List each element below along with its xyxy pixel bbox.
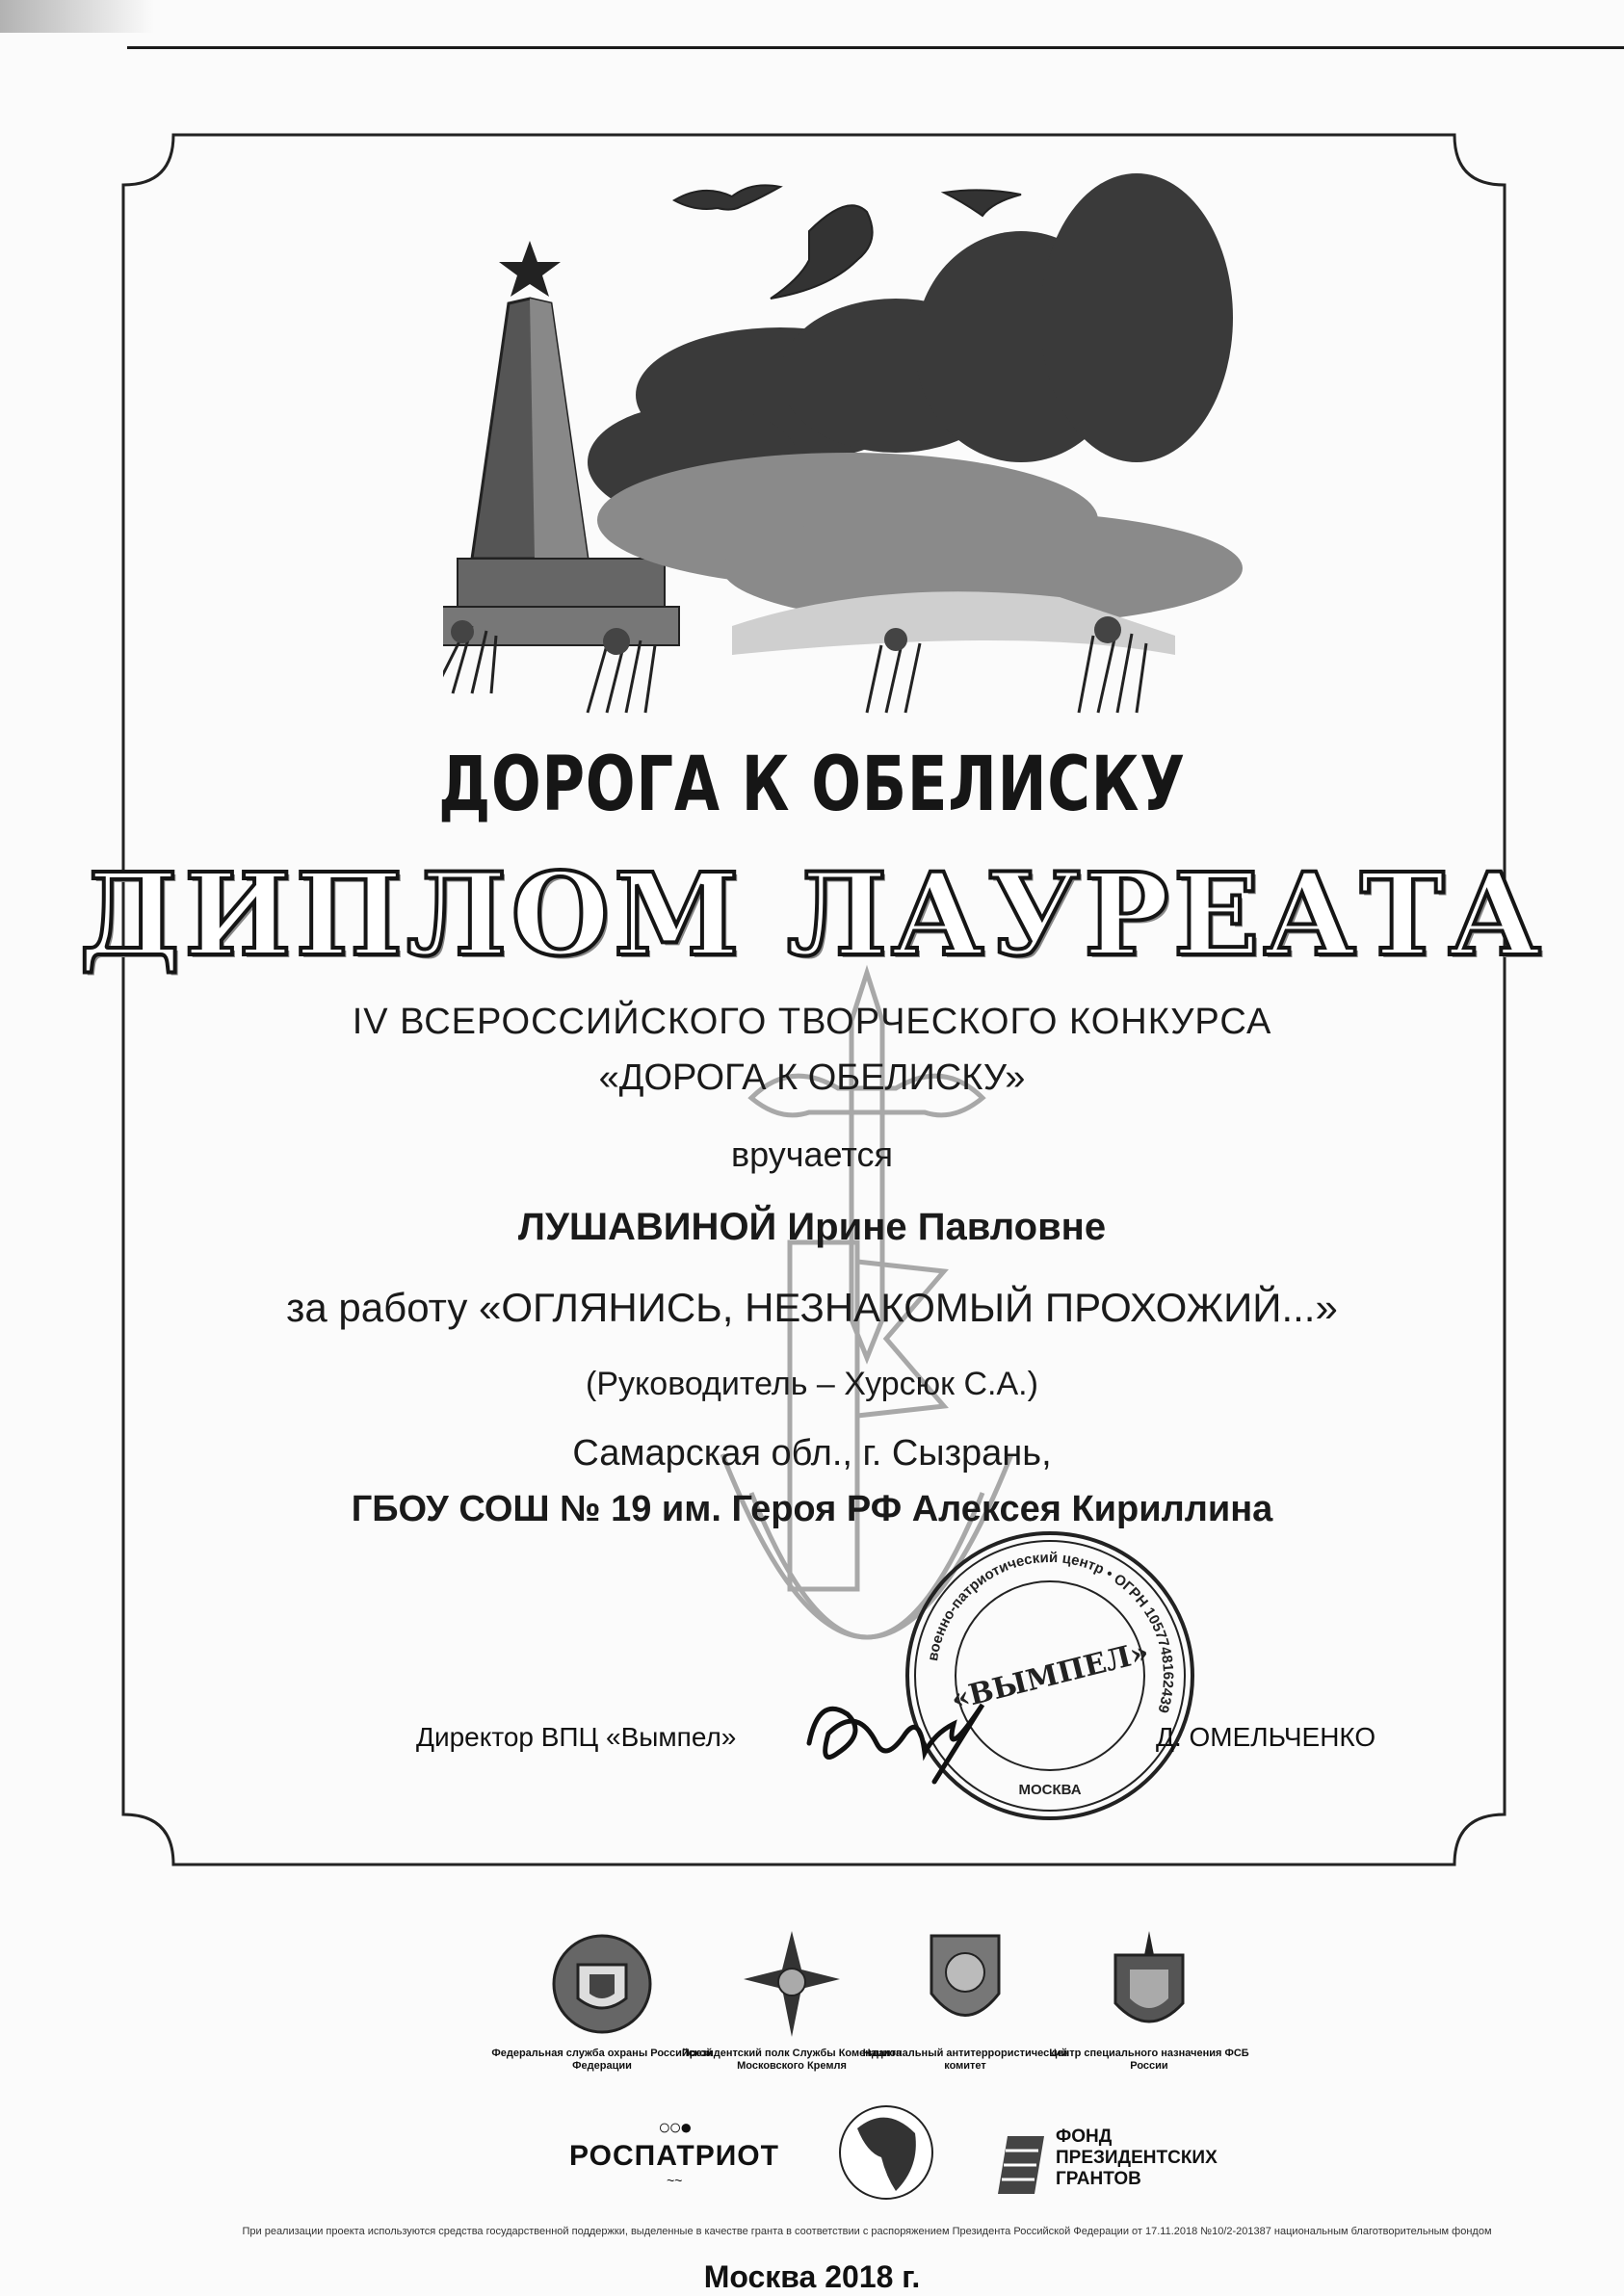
partner-caption: Центр специального назначения ФСБ России [1049,2048,1249,2072]
partner-fso [491,1926,713,2073]
contest-line-1: IV ВСЕРОССИЙСКОГО ТВОРЧЕСКОГО КОНКУРСА [352,1002,1272,1042]
stamp-ring-text: военно-патриотический центр • ОГРН 1057748162439 [925,1549,1177,1715]
grants-fund-name: ФОНД ПРЕЗИДЕНТСКИХ ГРАНТОВ [1056,2126,1218,2189]
contest-name-heading: ДОРОГА К ОБЕЛИСКУ [438,742,1186,828]
presidential-regiment-emblem-icon [739,1926,845,2042]
partner-caption: Президентский полк Службы Коменданта Московского Кремля [681,2048,903,2072]
work-title: за работу «ОГЛЯНИСЬ, НЕЗНАКОМЫЙ ПРОХОЖИЙ...» [286,1285,1338,1330]
profile-emblem-icon [828,2100,944,2215]
director-name: Д. ОМЕЛЬЧЕНКО [1156,1722,1376,1752]
partner-caption: Федеральная служба охраны Российской Федерации [491,2048,713,2072]
supervisor: (Руководитель – Хурсюк С.А.) [586,1366,1038,1402]
grants-fund-mark-icon [998,2136,1044,2194]
obelisk-landscape-illustration [443,173,1252,732]
director-signature [790,1676,1011,1791]
rospatriot-logo [568,2115,780,2188]
school-name: ГБОУ СОШ № 19 им. Героя РФ Алексея Кириллина [351,1489,1273,1529]
director-label: Директор ВПЦ «Вымпел» [416,1722,737,1752]
recipient-name: ЛУШАВИНОЙ Ирине Павловне [517,1206,1107,1248]
stamp-center-text: «ВЫМПЕЛ» [948,1635,1153,1717]
diploma-title: ДИПЛОМ ЛАУРЕАТА [79,848,1545,981]
funding-note: При реализации проекта используются средства государственной поддержки, выделенные в качестве гранта в соответствии с распоряжением Президента Российской Федерации от 17.11.2018 №10/2-201387 национальным благотворительным фондом [242,2226,1492,2237]
top-rule [127,46,1624,49]
rospatriot-squiggle: ~~ [666,2173,683,2188]
city-year: Москва 2018 г. [703,2259,921,2294]
stamp-bottom-text: МОСКВА [1018,1782,1082,1798]
nak-emblem-icon [912,1926,1018,2042]
scan-smudge [0,0,154,33]
fso-emblem-icon [549,1926,655,2042]
partner-fsb-csn [1038,1926,1260,2073]
awarded-label: вручается [731,1135,893,1174]
rings-icon: ○○● [658,2115,691,2139]
partner-caption: Национальный антитеррористический комитет [862,2048,1068,2072]
rospatriot-name: РОСПАТРИОТ [569,2140,779,2172]
fsb-csn-emblem-icon [1096,1926,1202,2042]
location: Самарская обл., г. Сызрань, [572,1433,1052,1474]
contest-line-2: «ДОРОГА К ОБЕЛИСКУ» [598,1057,1026,1098]
